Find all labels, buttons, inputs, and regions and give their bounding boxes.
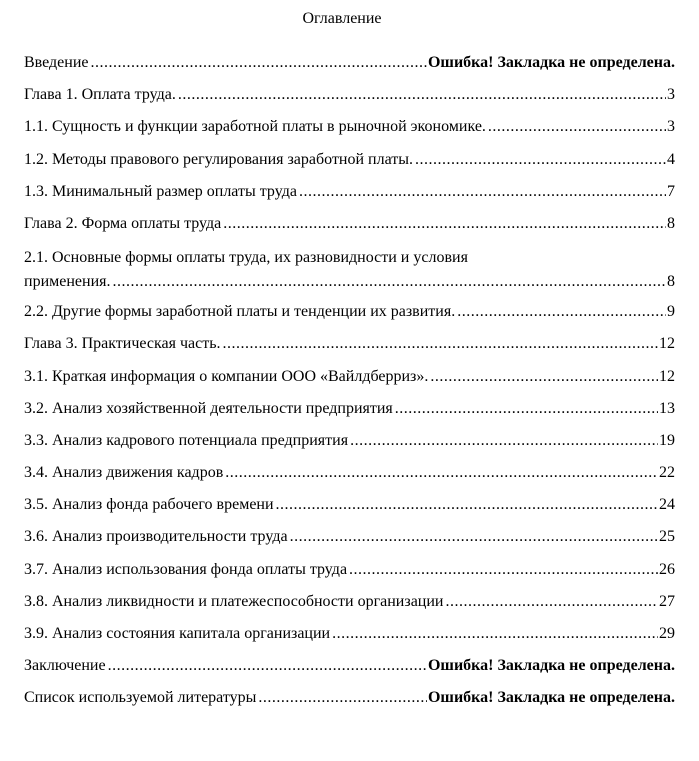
- toc-page-number: 3: [667, 118, 675, 136]
- dot-leader: [350, 430, 658, 452]
- dot-leader: [445, 591, 658, 613]
- toc-list: [24, 52, 675, 720]
- toc-page-number: 8: [667, 214, 675, 232]
- toc-page-number: 4: [667, 150, 675, 168]
- toc-page-number: 29: [659, 625, 675, 642]
- toc-entry-conclusion[interactable]: [24, 655, 675, 687]
- dot-leader: [225, 462, 658, 484]
- dot-leader: [395, 398, 658, 420]
- toc-page-number: 26: [659, 560, 675, 578]
- toc-title: Оглавление: [302, 10, 382, 27]
- dot-leader: [223, 213, 666, 235]
- toc-entry-3-1[interactable]: [24, 366, 675, 398]
- dot-leader: [223, 333, 658, 355]
- dot-leader: [457, 301, 666, 323]
- toc-entry-chapter-1[interactable]: [24, 84, 675, 116]
- toc-entry-text: Введение: [24, 54, 89, 71]
- toc-entry-2-2[interactable]: [24, 301, 675, 333]
- toc-entry-text: 1.2. Методы правового регулирования заработной платы.: [24, 150, 414, 168]
- toc-entry-text: 3.7. Анализ использования фонда оплаты труда: [24, 560, 348, 578]
- dot-leader: [299, 181, 666, 203]
- toc-page-number: 12: [659, 335, 675, 353]
- toc-entry-text: Заключение: [24, 657, 106, 675]
- dot-leader: [113, 271, 667, 293]
- toc-page-number: 27: [659, 592, 675, 610]
- dot-leader: [430, 366, 658, 388]
- toc-page-error: Ошибка! Закладка не определена.: [427, 689, 675, 707]
- toc-entry-text: 3.3. Анализ кадрового потенциала предприятия: [24, 431, 349, 449]
- toc-page-error: Ошибка! Закладка не определена.: [427, 54, 675, 71]
- toc-entry-text: 3.9. Анализ состояния капитала организации: [24, 625, 331, 642]
- toc-page-number: 25: [659, 528, 675, 546]
- toc-page-number: 8: [667, 273, 675, 291]
- toc-entry-chapter-2[interactable]: [24, 213, 675, 245]
- toc-page-number: 3: [667, 86, 675, 104]
- toc-entry-text-line1: 2.1. Основные формы оплаты труда, их разновидности и условия: [24, 249, 468, 267]
- dot-leader: [258, 687, 427, 709]
- toc-entry-text: 3.4. Анализ движения кадров: [24, 464, 224, 482]
- toc-entry-3-3[interactable]: [24, 430, 675, 462]
- toc-entry-3-2[interactable]: [24, 398, 675, 430]
- dot-leader: [290, 526, 658, 548]
- dot-leader: [108, 655, 427, 677]
- toc-entry-text: 2.2. Другие формы заработной платы и тенденции их развития.: [24, 303, 456, 321]
- toc-entry-1-1[interactable]: [24, 116, 675, 148]
- toc-entry-3-9[interactable]: [24, 623, 675, 655]
- toc-page-error: Ошибка! Закладка не определена.: [427, 657, 675, 675]
- toc-entry-3-4[interactable]: [24, 462, 675, 494]
- dot-leader: [332, 623, 658, 645]
- toc-entry-text: 3.6. Анализ производительности труда: [24, 528, 288, 546]
- toc-entry-text-line2: применения.: [24, 273, 111, 291]
- toc-entry-text: Глава 2. Форма оплаты труда: [24, 214, 222, 232]
- dot-leader: [178, 84, 666, 106]
- toc-page-number: 9: [667, 303, 675, 321]
- toc-entry-1-2[interactable]: [24, 149, 675, 181]
- toc-entry-text: 3.1. Краткая информация о компании ООО «Вайлдберриз».: [24, 367, 429, 385]
- dot-leader: [276, 494, 658, 516]
- toc-entry-references[interactable]: [24, 687, 675, 719]
- dot-leader: [488, 116, 666, 138]
- toc-entry-text: 1.3. Минимальный размер оплаты труда: [24, 182, 297, 200]
- toc-entry-text: Глава 3. Практическая часть.: [24, 335, 221, 353]
- toc-entry-text: 3.8. Анализ ликвидности и платежеспособности организации: [24, 592, 444, 610]
- toc-entry-3-5[interactable]: [24, 494, 675, 526]
- toc-entry-text: 3.5. Анализ фонда рабочего времени: [24, 496, 274, 514]
- toc-page-number: 13: [659, 399, 675, 417]
- dot-leader: [91, 52, 427, 74]
- toc-page-number: 22: [659, 464, 675, 482]
- toc-entry-text: 1.1. Сущность и функции заработной платы в рыночной экономике.: [24, 118, 486, 136]
- toc-entry-chapter-3[interactable]: [24, 333, 675, 365]
- dot-leader: [415, 149, 666, 171]
- toc-entry-text: 3.2. Анализ хозяйственной деятельности предприятия: [24, 399, 393, 417]
- toc-page-number: 24: [659, 496, 675, 514]
- toc-entry-3-8[interactable]: [24, 591, 675, 623]
- toc-entry-text: Список используемой литературы: [24, 689, 257, 707]
- toc-entry-introduction[interactable]: [24, 52, 675, 84]
- toc-entry-text: Глава 1. Оплата труда.: [24, 86, 176, 104]
- toc-page-number: 7: [667, 182, 675, 200]
- toc-entry-2-1[interactable]: [24, 245, 675, 301]
- toc-page-number: 19: [659, 431, 675, 449]
- toc-entry-3-7[interactable]: [24, 559, 675, 591]
- toc-page-number: 12: [659, 367, 675, 385]
- dot-leader: [349, 559, 658, 581]
- toc-entry-3-6[interactable]: [24, 526, 675, 558]
- toc-entry-1-3[interactable]: [24, 181, 675, 213]
